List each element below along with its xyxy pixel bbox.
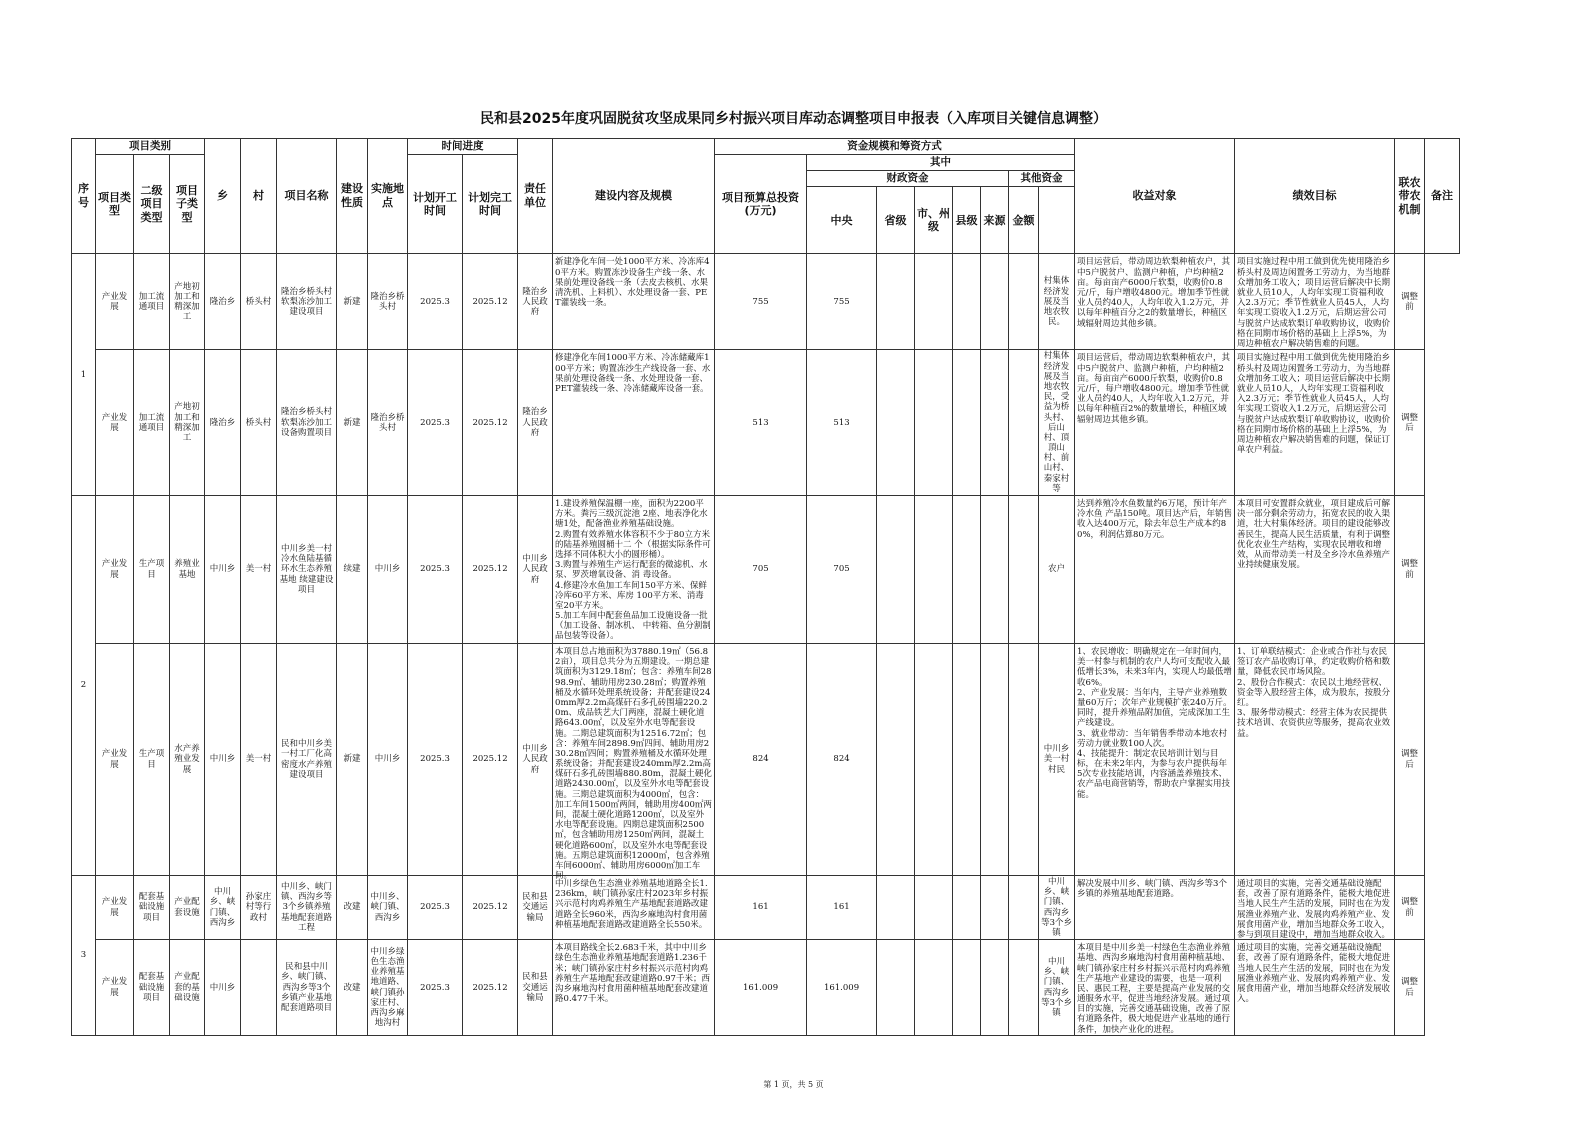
- project-type-cell: 产业发展: [96, 876, 134, 940]
- header-performance-goal: 绩效目标: [1235, 139, 1395, 254]
- table-row: [72, 876, 1460, 940]
- beneficiary-cell: 村集体经济发展及当地农牧民。: [1039, 254, 1075, 350]
- end-time-cell: 2025.12: [463, 940, 518, 1036]
- farmer-mechanism-cell: [1235, 496, 1395, 644]
- level2-type-cell: 加工流通项目: [134, 350, 170, 496]
- township-cell: 中川乡: [205, 644, 241, 876]
- county-funds-cell: [953, 350, 981, 496]
- table-row: [72, 496, 1460, 644]
- remarks-cell: 调整后: [1395, 350, 1425, 496]
- level2-type-cell: 生产项目: [134, 496, 170, 644]
- end-time-cell: 2025.12: [463, 644, 518, 876]
- total-budget-cell: 755: [715, 254, 807, 350]
- city-funds-cell: [915, 350, 953, 496]
- farmer-mechanism-text: 通过项目的实施，完善交通基础设施配套，改善了原有道路条件，能极大地促进当地人民生产生活的发展，同时也在为发展渔业养殖产业、发展肉鸡养殖产业、发展食用菌产业，增加当地群众务工收入，参与到项目建设中，增加当地群众收入。: [1237, 879, 1391, 940]
- village-cell: 孙家庄村等行政村: [241, 876, 277, 940]
- central-funds-cell: 161.009: [807, 940, 877, 1036]
- remarks-cell: 调整前: [1395, 254, 1425, 350]
- location-cell: 中川乡: [368, 496, 408, 644]
- county-funds-cell: [953, 254, 981, 350]
- performance-goal-text: 解决发展中川乡、峡门镇、西沟乡等3个乡镇的养殖基地配套道路。: [1077, 879, 1227, 900]
- sub-type-cell: 水产养殖业发展: [170, 644, 205, 876]
- other-amount-cell: [1009, 876, 1039, 940]
- construction-nature-cell: 改建: [337, 876, 368, 940]
- content-scale-text: 中川乡绿色生态渔业养殖基地道路全长1.236km，峡门镇孙家庄村2023年乡村振兴示范村肉鸡养殖生产基地配套道路改建道路全长960米，西沟乡麻地沟村食用菌种植基地配套道路改建道路全长550米。: [555, 879, 709, 930]
- sub-type-cell: 产地初加工和精深加工: [170, 350, 205, 496]
- responsible-unit-cell: 隆治乡人民政府: [518, 254, 553, 350]
- end-time-cell: 2025.12: [463, 350, 518, 496]
- start-time-cell: 2025.3: [408, 644, 463, 876]
- beneficiary-cell: 村集体经济发展及当地农牧民，受益为桥头村、后山村、頂頂山村、前山村、秦家村等: [1039, 350, 1075, 496]
- construction-nature-cell: 续建: [337, 496, 368, 644]
- start-time-cell: 2025.3: [408, 350, 463, 496]
- other-amount-cell: [1009, 940, 1039, 1036]
- content-scale-cell: [553, 496, 715, 644]
- location-cell: 中川乡绿色生态渔业养殖基地道路、峡门镇孙家庄村、西沟乡麻地沟村: [368, 940, 408, 1036]
- content-scale-cell: [553, 876, 715, 940]
- header-project-name: 项目名称: [277, 139, 337, 254]
- header-other-funds: 其他资金: [1009, 171, 1075, 187]
- header-project-type: 项目类型: [96, 155, 134, 254]
- county-funds-cell: [953, 496, 981, 644]
- project-name-cell: 民和县中川乡、峡门镇、西沟乡等3个乡镇产业基地配套道路项目: [277, 940, 337, 1036]
- performance-goal-text: 项目运营后，带动周边软梨种植农户，其中5户脱贫户、监测户种植，户均种植2亩。每亩亩产6000斤软梨，收购价0.8元/斤，每户增收4800元。增加季节性就业人员约40人，人均年收入1.2万元，并以每年种植百2%的数量增长，种植区域辐射周边其他乡镇。: [1077, 353, 1231, 425]
- content-scale-text: 本项目总占地面积为37880.19㎡（56.82亩），项目总共分为五期建设。一期总建筑面积为3129.18㎡；包含：养殖车间2898.9㎡、辅助用房230.28㎡；购置养殖桶及水循环处理系统设备；并配套建设240mm厚2.2m高煤矸石多孔砖围墙220.20m、成品铁艺大门两座，混凝土硬化道路643.00㎡，以及室外水电等配套设施。二期总建筑面积为12516.72㎡；包含：养殖车间2898.9㎡四间、辅助用房230.28㎡四间；购置养殖桶及水循环处理系统设备；并配套建设240mm厚2.2m高煤矸石多孔砖围墙880.80m，混凝土硬化道路2430.00㎡，以及室外水电等配套设施。三期总建筑面积为4000㎡，包含：加工车间1500㎡两间，辅助用房400㎡两间，混凝土硬化道路1200㎡，以及室外水电等配套设施。四期总建筑面积2500㎡，包含辅助用房1250㎡两间，混凝土硬化道路600㎡，以及室外水电等配套设施。五期总建筑面积12000㎡，包含养殖车间6000㎡、辅助用房6000㎡加工车间。: [555, 647, 712, 882]
- farmer-mechanism-text: 通过项目的实施，完善交通基础设施配套，改善了原有道路条件，能极大地促进当地人民生产生活的发展，同时也在为发展渔业养殖产业、发展肉鸡养殖产业、发展食用菌产业，增加当地群众经济发展收入。: [1237, 943, 1391, 1005]
- responsible-unit-cell: 民和县交通运输局: [518, 876, 553, 940]
- remarks-cell: 调整后: [1395, 644, 1425, 876]
- total-budget-cell: 161.009: [715, 940, 807, 1036]
- project-name-cell: 隆治乡桥头村软梨冻沙加工建设项目: [277, 254, 337, 350]
- table-row: [72, 350, 1460, 496]
- header-responsible-unit: 责任单位: [518, 139, 553, 254]
- farmer-mechanism-text: 1、订单联结模式：企业或合作社与农民签订农产品收购订单，约定收购价格和数量，降低农民市场风险。 2、股份合作模式：农民以土地经营权、资金等入股经营主体，成为股东，按股分红。 3、服务带动模式：经营主体为农民提供技术培训、农资供应等服务，提高农业效益。: [1237, 647, 1391, 739]
- sub-type-cell: 养殖业基地: [170, 496, 205, 644]
- project-type-cell: 产业发展: [96, 940, 134, 1036]
- start-time-cell: 2025.3: [408, 254, 463, 350]
- header-provincial: 省级: [877, 187, 915, 254]
- header-start-time: 计划开工时间: [408, 155, 463, 254]
- project-name-cell: 中川乡美一村冷水鱼陆基循环水生态养殖基地 续建建设项目: [277, 496, 337, 644]
- location-cell: 隆治乡桥头村: [368, 254, 408, 350]
- level2-type-cell: 加工流通项目: [134, 254, 170, 350]
- location-cell: 中川乡: [368, 644, 408, 876]
- other-amount-cell: [1009, 644, 1039, 876]
- village-cell: 桥头村: [241, 254, 277, 350]
- end-time-cell: 2025.12: [463, 254, 518, 350]
- township-cell: 中川乡、峡门镇、西沟乡: [205, 876, 241, 940]
- project-name-cell: 民和中川乡美一村工厂化高密度水产养殖建设项目: [277, 644, 337, 876]
- project-type-cell: 产业发展: [96, 350, 134, 496]
- performance-goal-cell: [1075, 876, 1235, 940]
- farmer-mechanism-text: 项目实施过程中用工做到优先使用隆治乡桥头村及周边闲置务工劳动力，为当地群众增加务工收入；项目运营后解决中长期就业人员10人，人均年实现工资福利收入2.3万元；季节性就业人员45人，人均年实现工资收入1.2万元，后期运营公司与脱贫户达成软梨订单收购协议，收购价格在同期市场价格的基础上上浮5%，为周边种植农户解决销售难的问题。: [1237, 257, 1391, 349]
- city-funds-cell: [915, 876, 953, 940]
- other-amount-cell: [1009, 254, 1039, 350]
- header-village: 村: [241, 139, 277, 254]
- header-total-budget: 项目预算总投资(万元): [715, 155, 807, 254]
- provincial-funds-cell: [877, 496, 915, 644]
- header-end-time: 计划完工时间: [463, 155, 518, 254]
- page-footer: 第 1 页，共 5 页: [763, 1080, 824, 1089]
- performance-goal-cell: [1075, 940, 1235, 1036]
- farmer-mechanism-text: 项目实施过程中用工做到优先使用隆治乡桥头村及周边闲置务工劳动力，为当地群众增加务工收入；项目运营后解决中长期就业人员10人，人均年实现工资福利收入2.3万元；季节性就业人员45人，人均年实现工资收入1.2万元，后期运营公司与脱贫户达成软梨订单收购协议，收购价格在同期市场价格的基础上上浮5%，为周边种植农户解决销售难的问题，保证订单农户利益。: [1237, 353, 1391, 456]
- performance-goal-cell: [1075, 496, 1235, 644]
- total-budget-cell: 161: [715, 876, 807, 940]
- township-cell: 隆治乡: [205, 350, 241, 496]
- header-township: 乡: [205, 139, 241, 254]
- other-source-cell: [981, 644, 1009, 876]
- header-farmer-mechanism: 联农带农机制: [1395, 139, 1425, 254]
- total-budget-cell: 705: [715, 496, 807, 644]
- county-funds-cell: [953, 644, 981, 876]
- total-budget-cell: 513: [715, 350, 807, 496]
- responsible-unit-cell: 中川乡人民政府: [518, 496, 553, 644]
- township-cell: 中川乡: [205, 496, 241, 644]
- start-time-cell: 2025.3: [408, 940, 463, 1036]
- level2-type-cell: 配套基础设施项目: [134, 876, 170, 940]
- village-cell: [241, 940, 277, 1036]
- construction-nature-cell: 新建: [337, 644, 368, 876]
- table-header: [72, 139, 1460, 254]
- content-scale-text: 本项目路线全长2.683千米，其中中川乡绿色生态渔业养殖基地配套道路1.236千米；峡门镇孙家庄村乡村振兴示范村肉鸡养殖生产基地配套改建道路0.97千米；西沟乡麻地沟村食用菌种植基地配套改建道路0.477千米。: [555, 943, 710, 1005]
- header-among: 其中: [807, 155, 1075, 171]
- content-scale-cell: [553, 644, 715, 882]
- header-funding: 资金规模和筹资方式: [715, 139, 1075, 155]
- document-title: 民和县2025年度巩固脱贫攻坚成果同乡村振兴项目库动态调整项目申报表（入库项目关键信息调整）: [480, 111, 1107, 127]
- location-cell: 隆治乡桥头村: [368, 350, 408, 496]
- level2-type-cell: 生产项目: [134, 644, 170, 876]
- project-name-cell: 隆治乡桥头村软梨冻沙加工设备购置项目: [277, 350, 337, 496]
- central-funds-cell: 705: [807, 496, 877, 644]
- other-source-cell: [981, 254, 1009, 350]
- level2-type-cell: 配套基础设施项目: [134, 940, 170, 1036]
- performance-goal-text: 项目运营后，带动周边软梨种植农户，其中5户脱贫户、监测户种植，户均种植2亩。每亩亩产6000斤软梨，收购价0.8元/斤，每户增收4800元。增加季节性就业人员约40人，人均年收入1.2万元，并以每年种植百分之2的数量增长，种植区域辐射周边其他乡镇。: [1077, 257, 1231, 329]
- provincial-funds-cell: [877, 940, 915, 1036]
- farmer-mechanism-text: 本项目可安置群众就业，项目建成后可解决一部分剩余劳动力，拓宽农民的收入渠道，壮大村集体经济。项目的建设能够改善民生，提高人民生活质量，有利于调整优化农业生产结构，实现农民增收和增效，从而带动美一村及全乡冷水鱼养殖产业持续健康发展。: [1237, 499, 1391, 571]
- performance-goal-text: 本项目是中川乡美一村绿色生态渔业养殖基地、西沟乡麻地沟村食用菌种植基地、峡门镇孙家庄村乡村振兴示范村肉鸡养殖生产基地产业建设的需要，也是一项利民、惠民工程，主要是提高产业发展的交通服务水平，促进当地经济发展。通过项目的实施，完善交通基础设施，改善了原有道路条件，极大地促进产业基地的通行条件，加快产业化的进程。: [1077, 943, 1231, 1035]
- header-fiscal-funds: 财政资金: [807, 171, 1009, 187]
- table-body: [72, 254, 1460, 1036]
- remarks-cell: 调整前: [1395, 876, 1425, 940]
- construction-nature-cell: 改建: [337, 940, 368, 1036]
- beneficiary-cell: 中川乡、峡门镇、西沟乡等3个乡镇: [1039, 940, 1075, 1036]
- city-funds-cell: [915, 496, 953, 644]
- city-funds-cell: [915, 254, 953, 350]
- start-time-cell: 2025.3: [408, 876, 463, 940]
- header-central: 中央: [807, 187, 877, 254]
- responsible-unit-cell: 中川乡人民政府: [518, 644, 553, 876]
- seq-cell: 2: [72, 496, 96, 876]
- content-scale-text: 新建净化车间一处1000平方米、冷冻库40平方米。购置冻沙设备生产线一条、水果前处理设备线一条（去皮去核机、水果清洗机、上料机）、水处理设备一套、PET灌装线一条。: [555, 257, 710, 309]
- project-table: [71, 138, 1460, 1036]
- content-scale-cell: [553, 350, 715, 496]
- table-row: [72, 644, 1460, 876]
- beneficiary-cell: 中川乡、峡门镇、西沟乡等3个乡镇: [1039, 876, 1075, 940]
- remarks-cell: 调整后: [1395, 940, 1425, 1036]
- beneficiary-cell: 中川乡美一村村民: [1039, 644, 1075, 876]
- project-type-cell: 产业发展: [96, 644, 134, 876]
- township-cell: 隆治乡: [205, 254, 241, 350]
- central-funds-cell: 161: [807, 876, 877, 940]
- header-schedule: 时间进度: [408, 139, 518, 155]
- header-remarks: 备注: [1425, 139, 1460, 254]
- provincial-funds-cell: [877, 254, 915, 350]
- sub-type-cell: 产业配套的基础设施: [170, 940, 205, 1036]
- performance-goal-cell: [1075, 644, 1235, 876]
- construction-nature-cell: 新建: [337, 350, 368, 496]
- sub-type-cell: 产地初加工和精深加工: [170, 254, 205, 350]
- other-source-cell: [981, 496, 1009, 644]
- village-cell: 美一村: [241, 644, 277, 876]
- other-amount-cell: [1009, 350, 1039, 496]
- content-scale-cell: [553, 940, 715, 1036]
- provincial-funds-cell: [877, 644, 915, 876]
- seq-cell: 1: [72, 254, 96, 496]
- performance-goal-text: 1、农民增收：明确规定在一年时间内，美一村参与机制的农户人均可支配收入最低增长3%，未来3年内，实现人均最低增收6%。 2、产业发展：当年内，主导产业养殖数量60万斤；次年产业规模扩张240万斤。同时，提升养殖品附加值，完成深加工生产线建设。 3、就业带动：当年销售季带动本地农村劳动力就业数100人次。 4、技能提升：制定农民培训计划与目标，在未来2年内，为参与农户提供每年5次专业技能培训，内容涵盖养殖技术、农产品电商营销等，帮助农户掌握实用技能。: [1077, 647, 1232, 800]
- beneficiary-cell: 农户: [1039, 496, 1075, 644]
- content-scale-text: 修建净化车间1000平方米、冷冻储藏库100平方米；购置冻沙生产线设备一套、水果前处理设备线一条、水处理设备一套、PET灌装线一条、冷冻储藏库设备一套。: [555, 353, 711, 394]
- project-type-cell: 产业发展: [96, 254, 134, 350]
- header-county: 县级: [953, 187, 981, 254]
- header-seq: 序号: [72, 139, 96, 254]
- farmer-mechanism-cell: [1235, 940, 1395, 1036]
- city-funds-cell: [915, 644, 953, 876]
- city-funds-cell: [915, 940, 953, 1036]
- performance-goal-text: 达到养殖冷水鱼数量约6万尾，预计年产冷水鱼 产品150吨。项目达产后，年销售收入达400万元，除去年总生产成本约80%，利润估算80万元。: [1077, 499, 1232, 540]
- project-name-cell: 中川乡、峡门镇、西沟乡等3个乡镇养殖基地配套道路工程: [277, 876, 337, 940]
- other-source-cell: [981, 940, 1009, 1036]
- sub-type-cell: 产业配套设施: [170, 876, 205, 940]
- header-level2-type: 二级项目类型: [134, 155, 170, 254]
- total-budget-cell: 824: [715, 644, 807, 876]
- header-city-state: 市、州级: [915, 187, 953, 254]
- responsible-unit-cell: 隆治乡人民政府: [518, 350, 553, 496]
- county-funds-cell: [953, 876, 981, 940]
- performance-goal-cell: [1075, 350, 1235, 496]
- header-beneficiary: 收益对象: [1075, 139, 1235, 254]
- header-content-scale: 建设内容及规模: [553, 139, 715, 254]
- end-time-cell: 2025.12: [463, 496, 518, 644]
- other-source-cell: [981, 350, 1009, 496]
- header-construction-nature: 建设性质: [337, 139, 368, 254]
- central-funds-cell: 824: [807, 644, 877, 876]
- content-scale-text: 1.建设养殖保温棚一座，面积为2200平方米。粪污三级沉淀池 2座、地表净化水塘1处，配备渔业养殖基础设施。 2.购置有效养殖水体容积不少于80立方米的陆基养殖圆桶十二 个（根据实际条件可选择不同体积大小的圆形桶）。 3.购置与养殖生产运行配套的微滤机、水泵、罗茨增氧设备、消 毒设备。 4.修建冷水鱼加工车间150平方米、保鲜冷库60平方米、库房 100平方米、消毒室20平方米。 5.加工车间中配套鱼品加工设施设备一批（加工设备、制冰机、 中转箱、鱼分割制品包装等设备）。: [555, 499, 711, 642]
- table-row: [72, 254, 1460, 350]
- other-source-cell: [981, 876, 1009, 940]
- project-type-cell: 产业发展: [96, 496, 134, 644]
- township-cell: 中川乡: [205, 940, 241, 1036]
- village-cell: 桥头村: [241, 350, 277, 496]
- end-time-cell: 2025.12: [463, 876, 518, 940]
- header-sub-type: 项目子类型: [170, 155, 205, 254]
- remarks-cell: 调整前: [1395, 496, 1425, 644]
- seq-cell: 3: [72, 876, 96, 1036]
- farmer-mechanism-cell: [1235, 644, 1395, 876]
- performance-goal-cell: [1075, 254, 1235, 350]
- farmer-mechanism-cell: [1235, 876, 1395, 940]
- location-cell: 中川乡、峡门镇、西沟乡: [368, 876, 408, 940]
- header-amount: 金额: [1009, 187, 1039, 254]
- county-funds-cell: [953, 940, 981, 1036]
- village-cell: 美一村: [241, 496, 277, 644]
- farmer-mechanism-cell: [1235, 254, 1395, 350]
- start-time-cell: 2025.3: [408, 496, 463, 644]
- header-source: 来源: [981, 187, 1009, 254]
- central-funds-cell: 755: [807, 254, 877, 350]
- responsible-unit-cell: 民和县交通运输局: [518, 940, 553, 1036]
- provincial-funds-cell: [877, 350, 915, 496]
- table-row: [72, 940, 1460, 1036]
- construction-nature-cell: 新建: [337, 254, 368, 350]
- central-funds-cell: 513: [807, 350, 877, 496]
- header-location: 实施地点: [368, 139, 408, 254]
- other-amount-cell: [1009, 496, 1039, 644]
- header-category: 项目类别: [96, 139, 205, 155]
- provincial-funds-cell: [877, 876, 915, 940]
- content-scale-cell: [553, 254, 715, 350]
- farmer-mechanism-cell: [1235, 350, 1395, 496]
